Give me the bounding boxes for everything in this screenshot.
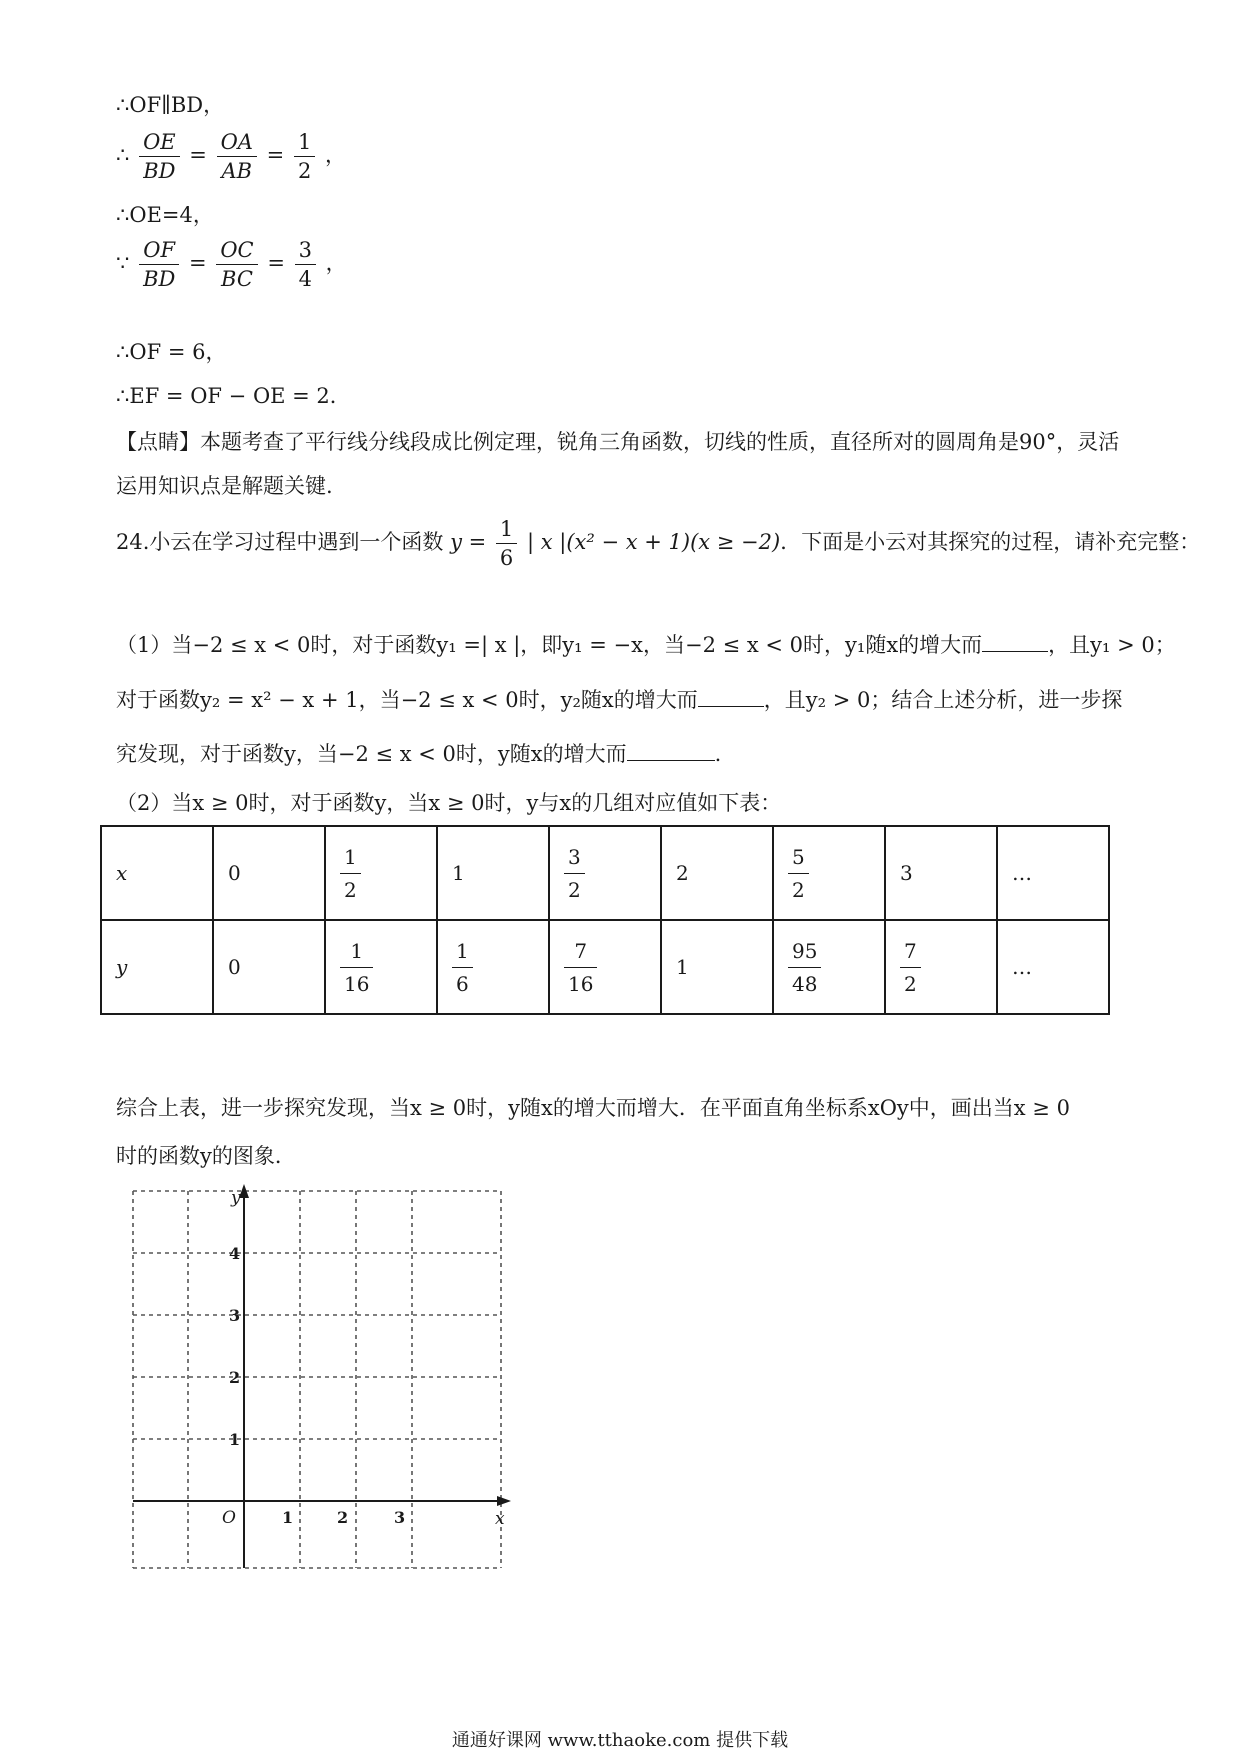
grid-lines <box>133 1191 501 1568</box>
answer-blank-3[interactable] <box>627 742 715 761</box>
x-tick-label: 2 <box>337 1508 349 1527</box>
table-cell: 3 <box>885 826 997 920</box>
fraction-oa-ab: $\frac{OA}{AB}$ <box>217 128 257 185</box>
fraction-one-half: $\frac{1}{2}$ <box>294 128 315 185</box>
x-tick-label: 1 <box>282 1508 294 1527</box>
function-fraction: $\frac{1}{6}$ <box>496 515 517 572</box>
y-tick-label: 4 <box>229 1244 241 1263</box>
table-cell: 1 <box>437 826 549 920</box>
part1-line-1: （1）当−2 ≤ x < 0时，对于函数y₁ =| x |，即y₁ = −x，当−2 ≤ x < 0时，y₁随x的增大而 ，且y₁ > 0； <box>116 633 1176 657</box>
table-cell: $\frac{7}{2}$ <box>885 920 997 1014</box>
table-cell: … <box>997 826 1109 920</box>
fraction-oe-bd: $\frac{OE}{BD}$ <box>139 128 180 185</box>
table-cell: 0 <box>213 920 325 1014</box>
table-row-y <box>101 920 1109 1014</box>
q24-intro: 24.小云在学习过程中遇到一个函数 y = $\frac{1}{6}$ | x |(x² − x + 1)(x ≥ −2)．下面是小云对其探究的过程，请补充完整： <box>116 517 1201 570</box>
value-table <box>100 825 1110 1015</box>
part1-line-3: 究发现，对于函数y，当−2 ≤ x < 0时，y随x的增大而 . <box>116 742 722 766</box>
table-row-x <box>101 826 1109 920</box>
y-tick-label: 3 <box>229 1306 241 1325</box>
table-cell: $\frac{3}{2}$ <box>549 826 661 920</box>
answer-blank-1[interactable] <box>982 633 1048 652</box>
table-cell: $\frac{1}{2}$ <box>325 826 437 920</box>
fraction-of-bd: $\frac{OF}{BD}$ <box>139 236 179 293</box>
solution-line-2: ∴ $\frac{OE}{BD}$ = $\frac{OA}{AB}$ = $\frac{1}{2}$ ， <box>116 130 347 183</box>
y-tick-label: 2 <box>229 1368 241 1387</box>
y-tick-label: 1 <box>229 1430 241 1449</box>
table-cell: … <box>997 920 1109 1014</box>
fraction-three-quarters: $\frac{3}{4}$ <box>295 236 316 293</box>
after-table-line-1: 综合上表，进一步探究发现，当x ≥ 0时，y随x的增大而增大．在平面直角坐标系xOy中，画出当x ≥ 0 <box>116 1096 1070 1120</box>
solution-line-6: ∴EF = OF − OE = 2． <box>116 384 351 408</box>
answer-blank-2[interactable] <box>698 688 764 707</box>
footer-text: 通通好课网 www.tthaoke.com 提供下载 <box>451 1730 789 1751</box>
cell-y-label: y <box>101 920 213 1014</box>
solution-line-4: ∵ $\frac{OF}{BD}$ = $\frac{OC}{BC}$ = $\frac{3}{4}$ ， <box>116 238 347 291</box>
table-cell: $\frac{95}{48}$ <box>773 920 885 1014</box>
comment-paragraph: 【点睛】本题考查了平行线分线段成比例定理，锐角三角函数，切线的性质，直径所对的圆周角是90°，灵活运用知识点是解题关键. <box>116 430 1120 498</box>
table-cell: $\frac{1}{16}$ <box>325 920 437 1014</box>
x-axis-arrow-icon <box>497 1496 511 1506</box>
fraction-oc-bc: $\frac{OC}{BC}$ <box>216 236 257 293</box>
y-axis-label: y <box>231 1188 241 1208</box>
x-axis-label: x <box>495 1509 505 1529</box>
x-tick-label: 3 <box>394 1508 406 1527</box>
part1-line-2: 对于函数y₂ = x² − x + 1，当−2 ≤ x < 0时，y₂随x的增大而 ，且y₂ > 0；结合上述分析，进一步探 <box>116 688 1123 712</box>
table-cell: $\frac{1}{6}$ <box>437 920 549 1014</box>
solution-line-3: ∴OE=4， <box>116 203 214 227</box>
table-cell: 1 <box>661 920 773 1014</box>
table-cell: $\frac{7}{16}$ <box>549 920 661 1014</box>
origin-label: O <box>222 1508 236 1528</box>
after-table-line-2: 时的函数y的图象． <box>116 1144 296 1168</box>
table-cell: $\frac{5}{2}$ <box>773 826 885 920</box>
solution-line-5: ∴OF = 6， <box>116 340 227 364</box>
table-cell: 0 <box>213 826 325 920</box>
cell-x-label: x <box>101 826 213 920</box>
solution-line-1: ∴OF∥BD， <box>116 93 225 117</box>
coordinate-grid[interactable] <box>128 1183 518 1578</box>
table-cell: 2 <box>661 826 773 920</box>
part2-intro: （2）当x ≥ 0时，对于函数y，当x ≥ 0时，y与x的几组对应值如下表： <box>116 791 782 815</box>
